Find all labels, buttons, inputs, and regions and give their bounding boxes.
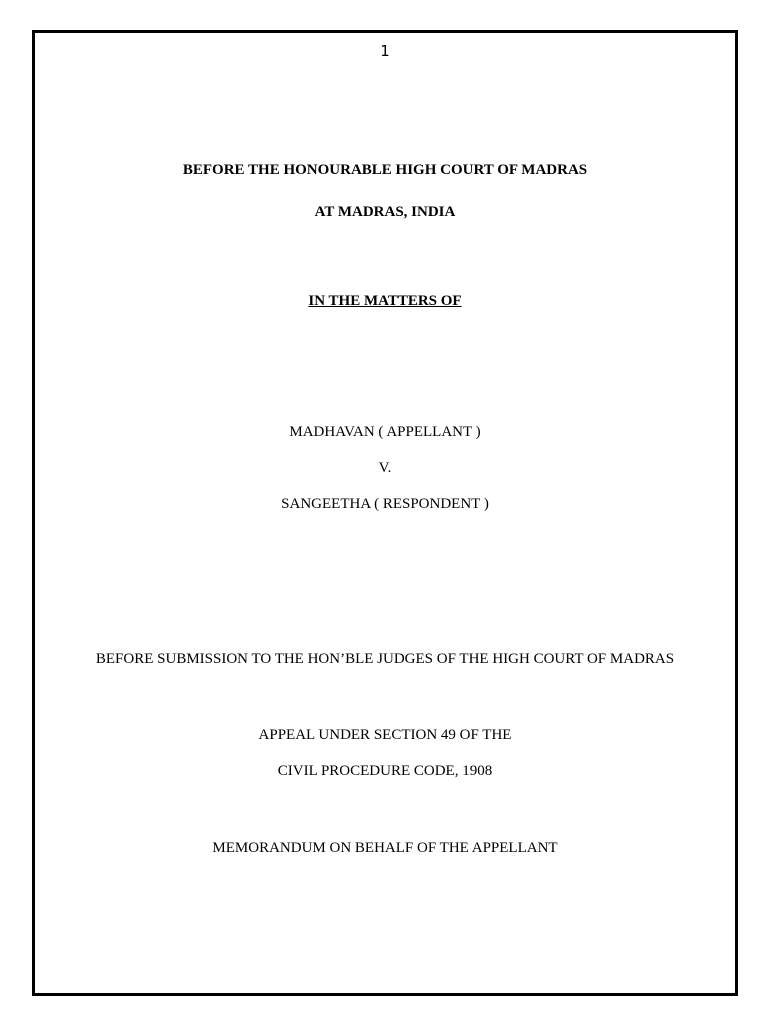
court-heading: BEFORE THE HONOURABLE HIGH COURT OF MADRAS: [182, 162, 588, 178]
appeal-line-1: APPEAL UNDER SECTION 49 OF THE: [258, 727, 512, 743]
page-number: 1: [380, 42, 390, 60]
appellant-name: MADHAVAN ( APPELLANT ): [289, 424, 481, 440]
memorandum-line: MEMORANDUM ON BEHALF OF THE APPELLANT: [212, 840, 558, 856]
appeal-line-2: CIVIL PROCEDURE CODE, 1908: [277, 763, 493, 779]
versus-label: V.: [378, 460, 392, 476]
submission-line: BEFORE SUBMISSION TO THE HON’BLE JUDGES OF THE HIGH COURT OF MADRAS: [95, 651, 675, 667]
matters-heading: IN THE MATTERS OF: [308, 293, 462, 309]
court-location: AT MADRAS, INDIA: [314, 204, 456, 220]
respondent-name: SANGEETHA ( RESPONDENT ): [281, 496, 489, 512]
